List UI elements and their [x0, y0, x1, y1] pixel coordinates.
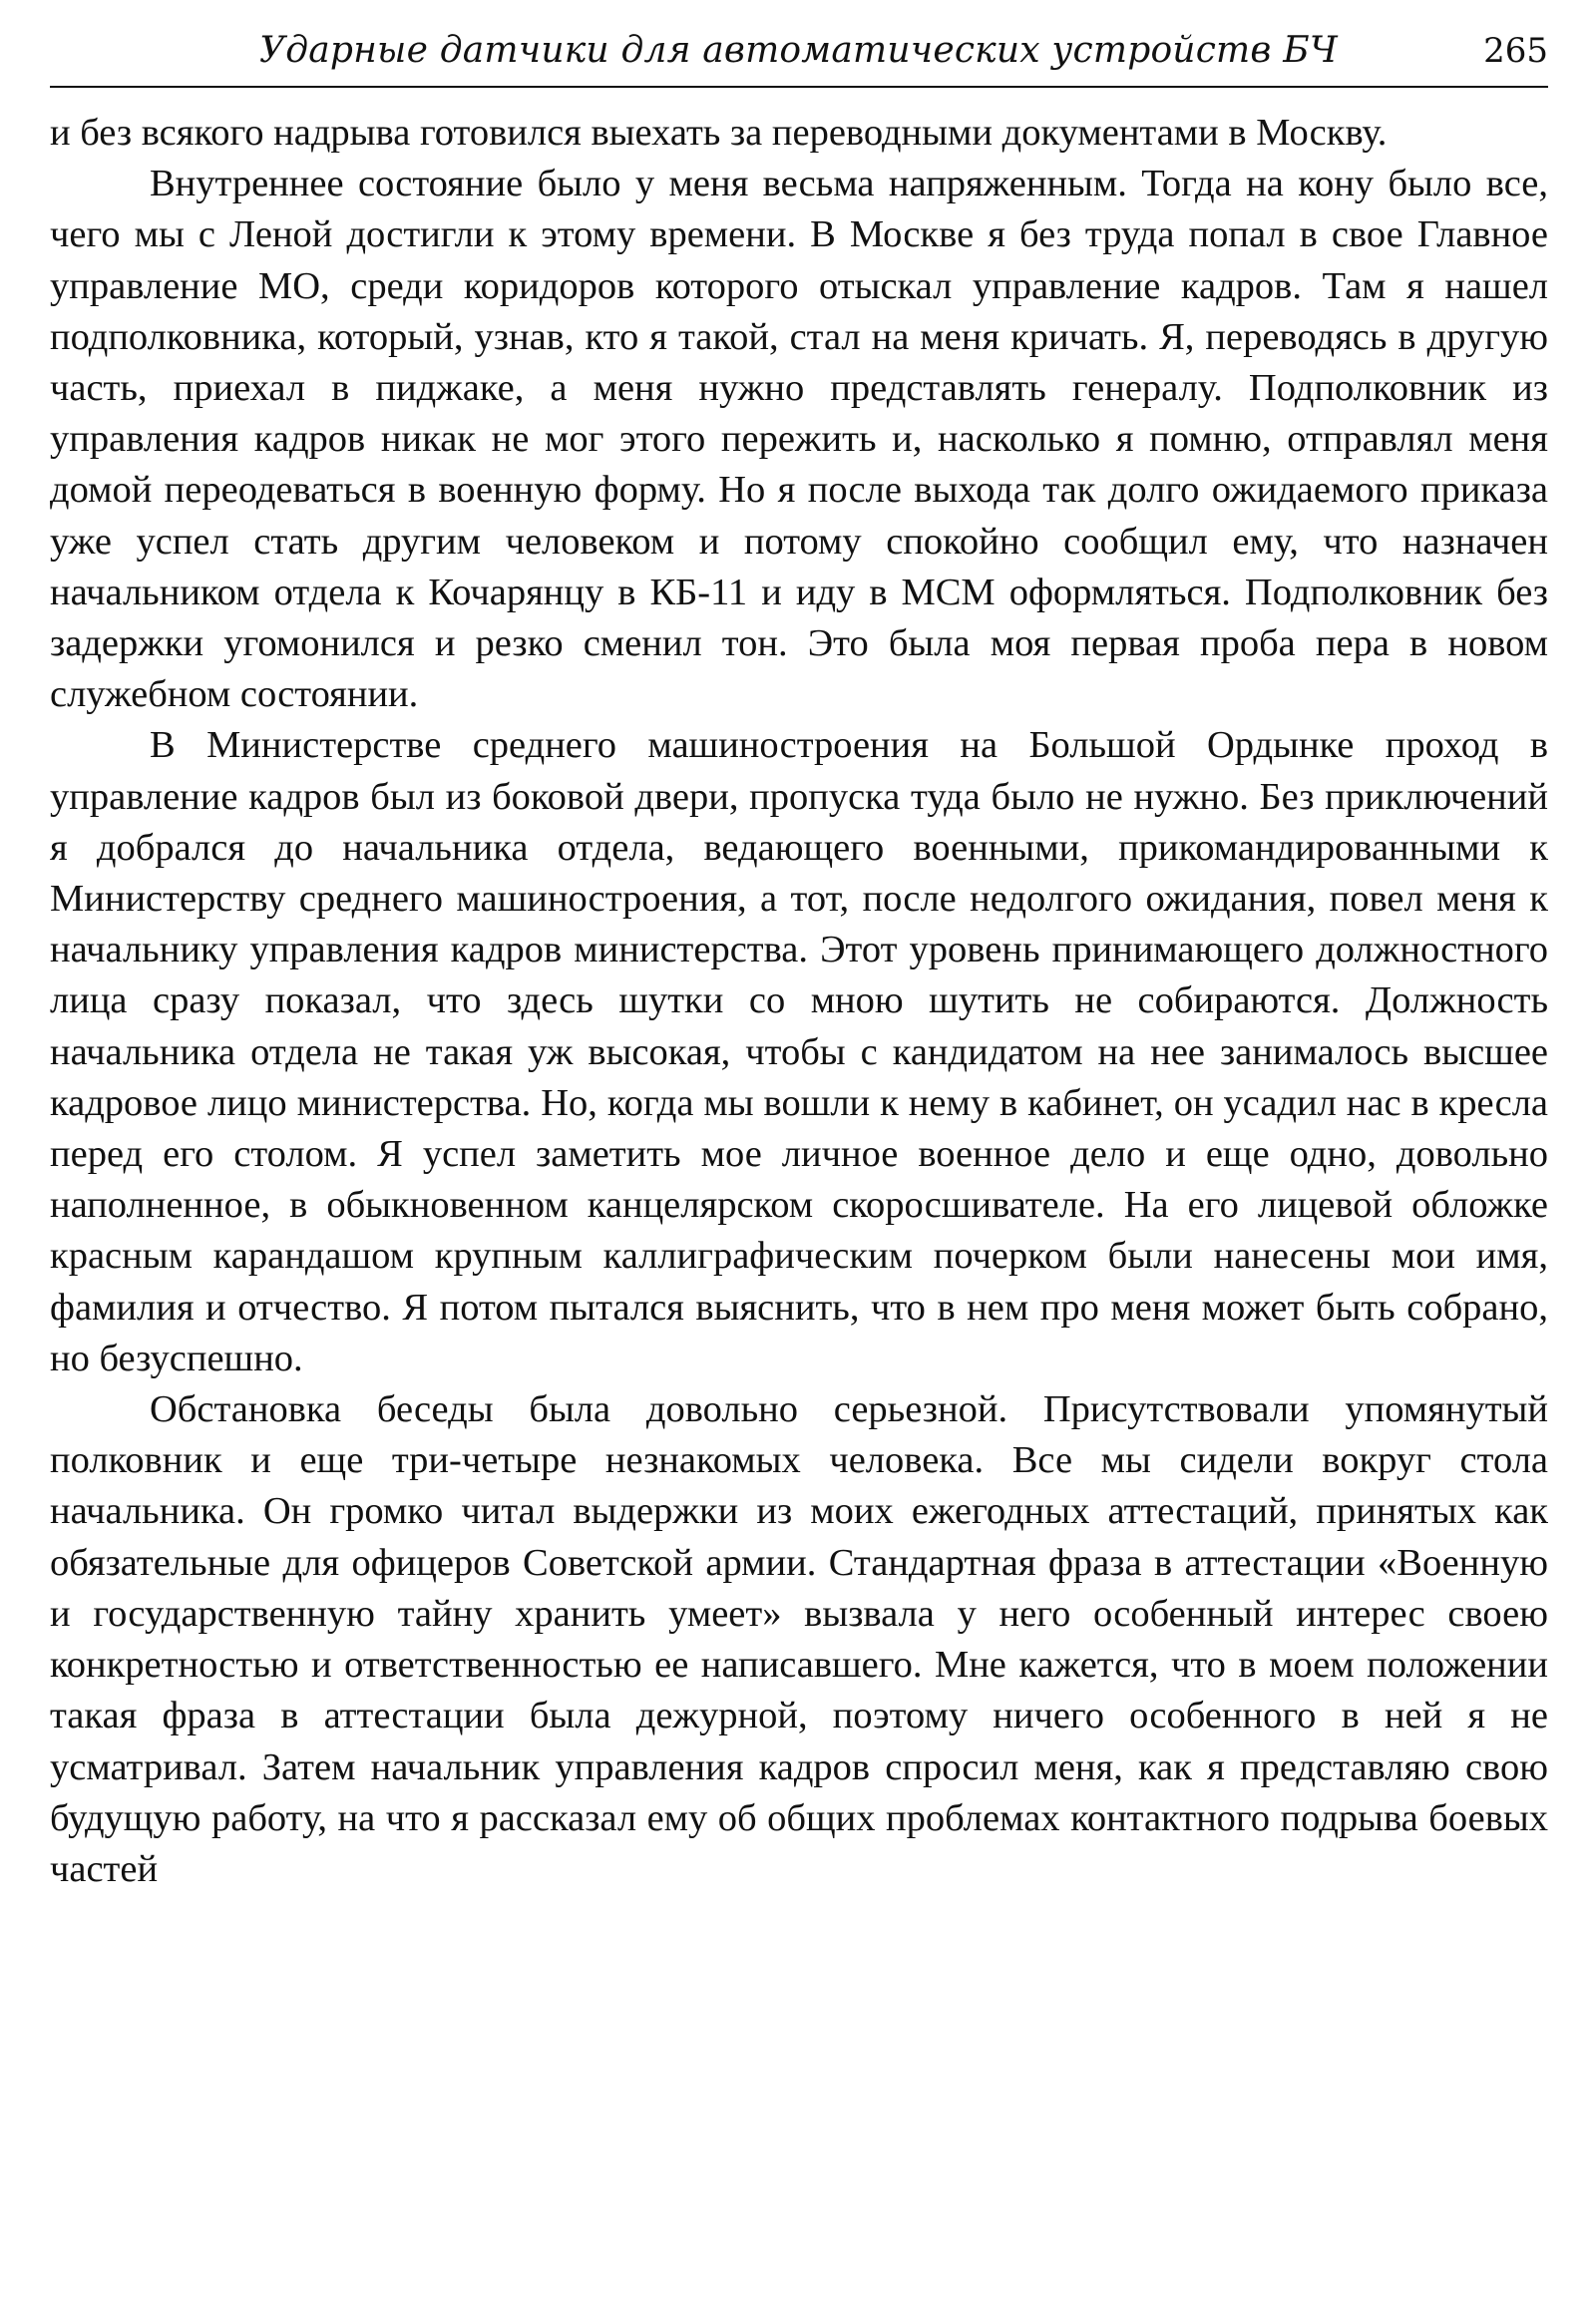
paragraph-continuation: и без всякого надрыва готовился выехать за переводными документами в Москву.: [50, 112, 1388, 154]
paragraph: Внутреннее состояние было у меня весьма напряженным. Тогда на кону было все, чего мы с Леной достигли к этому времени. В Москве я без труда попал в свое Главное управление МО, среди коридоров которого отыскал управление кадров. Там я нашел подполковника, который, узнав, кто я такой, стал на меня кричать. Я, переводясь в другую часть, приехал в пиджаке, а меня нужно представлять генералу. Подполковник из управления кадров никак не мог этого пережить и, насколько я помню, отправлял меня домой переодеваться в военную форму. Но я после выхода так долго ожидаемого приказа уже успел стать другим человеком и потому спокойно сообщил ему, что назначен начальником отдела к Кочарянцу в КБ-11 и иду в МСМ оформляться. Подполковник без задержки угомонился и резко сменил тон. Это была моя первая проба пера в новом служебном состоянии.: [50, 163, 1548, 716]
running-header: [50, 28, 1548, 88]
running-header-title: Ударные датчики для автоматических устройств БЧ: [259, 30, 1338, 71]
paragraph: Обстановка беседы была довольно серьезной. Присутствовали упомянутый полковник и еще три-четыре незнакомых человека. Все мы сидели вокруг стола начальника. Он громко читал выдержки из моих ежегодных аттестаций, принятых как обязательные для офицеров Советской армии. Стандартная фраза в аттестации «Военную и государственную тайну хранить умеет» вызвала у него особенный интерес своею конкретностью и ответственностью ее написавшего. Мне кажется, что в моем положении такая фраза в аттестации была дежурной, поэтому ничего особенного в ней я не усматривал. Затем начальник управления кадров спросил меня, как я представляю свою будущую работу, на что я рассказал ему об общих проблемах контактного подрыва боевых частей: [50, 1388, 1548, 1890]
book-page: [50, 28, 1548, 1895]
body-text: [50, 108, 1548, 1895]
paragraph: В Министерстве среднего машиностроения на Большой Ордынке проход в управление кадров был из боковой двери, пропуска туда было не нужно. Без приключений я добрался до начальника отдела, ведающего военными, прикомандированными к Министерству среднего машиностроения, а тот, после недолгого ожидания, повел меня к начальнику управления кадров министерства. Этот уровень принимающего должностного лица сразу показал, что здесь шутки со мною шутить не собираются. Должность начальника отдела не такая уж высокая, чтобы с кандидатом на нее занималось высшее кадровое лицо министерства. Но, когда мы вошли к нему в кабинет, он усадил нас в кресла перед его столом. Я успел заметить мое личное военное дело и еще одно, довольно наполненное, в обыкновенном канцелярском скоросшивателе. На его лицевой обложке красным карандашом крупным каллиграфическим почерком были нанесены мои имя, фамилия и отчество. Я потом пытался выяснить, что в нем про меня может быть собрано, но безуспешно.: [50, 724, 1548, 1379]
page-number: 265: [1483, 31, 1548, 71]
